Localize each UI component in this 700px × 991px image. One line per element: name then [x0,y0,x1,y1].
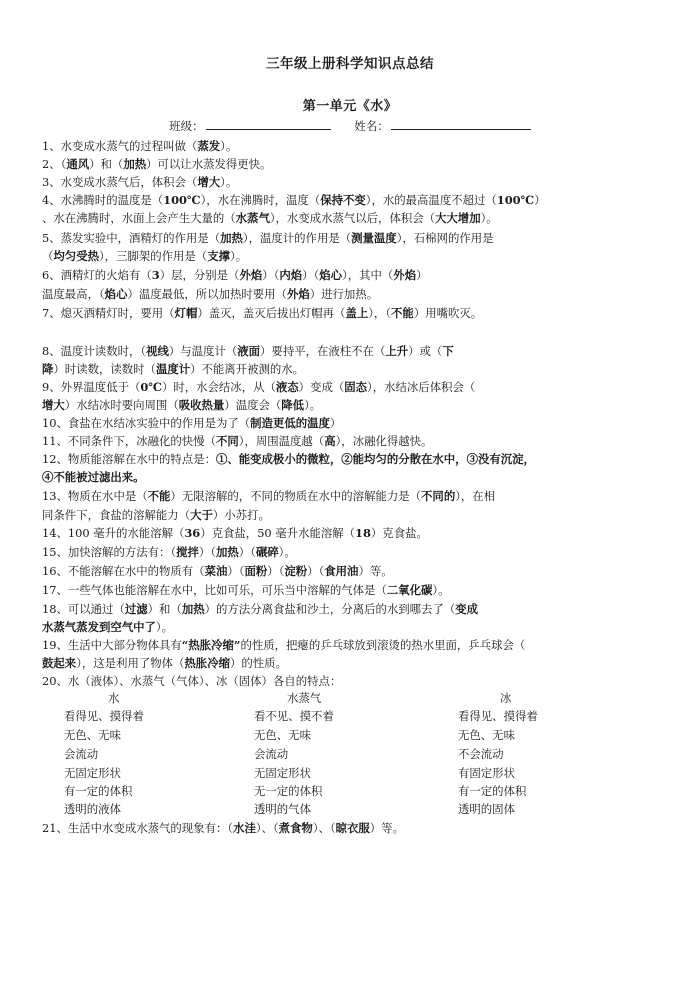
table-cell: 会流动 [64,747,99,761]
question-line: 3、水变成水蒸气后，体积会（增大）。 [42,175,238,189]
table-cell: 透明的固体 [458,802,515,816]
class-label: 班级： [169,119,204,133]
table-header-ice: 冰 [500,691,512,705]
question-line: 13、物质在水中是（不能）无限溶解的，不同的物质在水中的溶解能力是（不同的），在相 [42,489,496,503]
question-line: 8、温度计读数时，（视线）与温度计（液面）要持平，在液柱不在（上升）或（下 [42,344,454,358]
question-line: 19、生活中大部分物体具有“热胀冷缩”的性质，把瘪的乒乓球放到滚烫的热水里面，乒乓球会（ [42,638,526,652]
table-cell: 无色、无味 [458,728,515,742]
question-line: 5、蒸发实验中，酒精灯的作用是（加热），温度计的作用是（测量温度），石棉网的作用是 [42,231,494,245]
question-line: 9、外界温度低于（0℃）时，水会结冰，从（液态）变成（固态），水结冰后体积会（ [42,380,476,394]
question-line: 、水在沸腾时，水面上会产生大量的（水蒸气），水变成水蒸气以后，体积会（大大增加）。 [42,211,498,225]
table-cell: 无固定形状 [254,766,311,780]
name-label: 姓名： [354,119,389,133]
question-line: 2、（通风）和（加热）可以让水蒸发得更快。 [42,157,272,171]
table-cell: 透明的液体 [64,802,121,816]
table-cell: 无色、无味 [254,728,311,742]
question-line: 鼓起来），这是利用了物体（热胀冷缩）的性质。 [42,656,287,670]
page-title: 三年级上册科学知识点总结 [266,56,434,72]
table-cell: 看得见、摸得着 [64,709,144,723]
question-line: （均匀受热），三脚架的作用是（支撑）。 [42,249,248,263]
question-line: 18、可以通过（过滤）和（加热）的方法分离食盐和沙土，分离后的水到哪去了（变成 [42,602,479,616]
question-line: 6、酒精灯的火焰有（3）层，分别是（外焰）（内焰）（焰心），其中（外焰） [42,268,428,282]
table-cell: 无一定的体积 [254,784,323,798]
question-line: 17、一些气体也能溶解在水中，比如可乐，可乐当中溶解的气体是（二氧化碳）。 [42,583,450,597]
table-cell: 透明的气体 [254,802,311,816]
question-line: 10、食盐在水结冰实验中的作用是为了（制造更低的温度） [42,416,342,430]
table-cell: 看不见、摸不着 [254,709,334,723]
question-line: 增大）水结冰时要向周围（吸收热量）温度会（降低）。 [42,398,322,412]
question-line: 20、水（液体）、水蒸气（气体）、冰（固体）各自的特点： [42,674,342,688]
name-field[interactable] [391,118,531,130]
table-cell: 看得见、摸得着 [458,709,538,723]
table-cell: 无色、无味 [64,728,121,742]
question-line: 21、生活中水变成水蒸气的现象有：（水洼）、（煮食物）、（晾衣服）等。 [42,821,404,835]
question-line: 15、加快溶解的方法有：（搅拌）（加热）（碾碎）。 [42,545,296,559]
question-line: 12、物质能溶解在水中的特点是：①、能变成极小的微粒，②能均匀的分散在水中，③没有沉淀， [42,452,535,466]
question-line: ④不能被过滤出来。 [42,470,145,484]
table-cell: 有固定形状 [458,766,515,780]
question-line: 1、水变成水蒸气的过程叫做（蒸发）。 [42,139,238,153]
table-header-vapor: 水蒸气 [287,691,322,705]
question-line: 同条件下，食盐的溶解能力（大于）小苏打。 [42,508,270,522]
question-line: 16、不能溶解在水中的物质有（菜油）（面粉）（淀粉）（食用油）等。 [42,564,393,578]
question-line: 降）时读数，读数时（温度计）不能离开被测的水。 [42,362,305,376]
student-info-bar [0,118,700,134]
question-line: 4、水沸腾时的温度是（100℃），水在沸腾时，温度（保持不变），水的最高温度不超过（100℃） [42,193,546,207]
table-cell: 会流动 [254,747,289,761]
table-cell: 有一定的体积 [64,784,133,798]
question-line: 温度最高，（焰心）温度最低，所以加热时要用（外焰）进行加热。 [42,287,379,301]
table-header-water: 水 [108,691,120,705]
question-line: 11、不同条件下，冰融化的快慢（不同），周围温度越（高），冰融化得越快。 [42,434,433,448]
class-field[interactable] [206,118,331,130]
unit-title: 第一单元《水》 [302,99,398,114]
question-line: 水蒸气蒸发到空气中了）。 [42,620,174,634]
table-cell: 有一定的体积 [458,784,527,798]
table-cell: 不会流动 [458,747,504,761]
question-line: 14、100 毫升的水能溶解（36）克食盐，50 毫升水能溶解（18）克食盐。 [42,526,428,540]
table-cell: 无固定形状 [64,766,121,780]
question-line: 7、熄灭酒精灯时，要用（灯帽）盖灭，盖灭后拔出灯帽再（盖上），（不能）用嘴吹灭。 [42,306,483,320]
